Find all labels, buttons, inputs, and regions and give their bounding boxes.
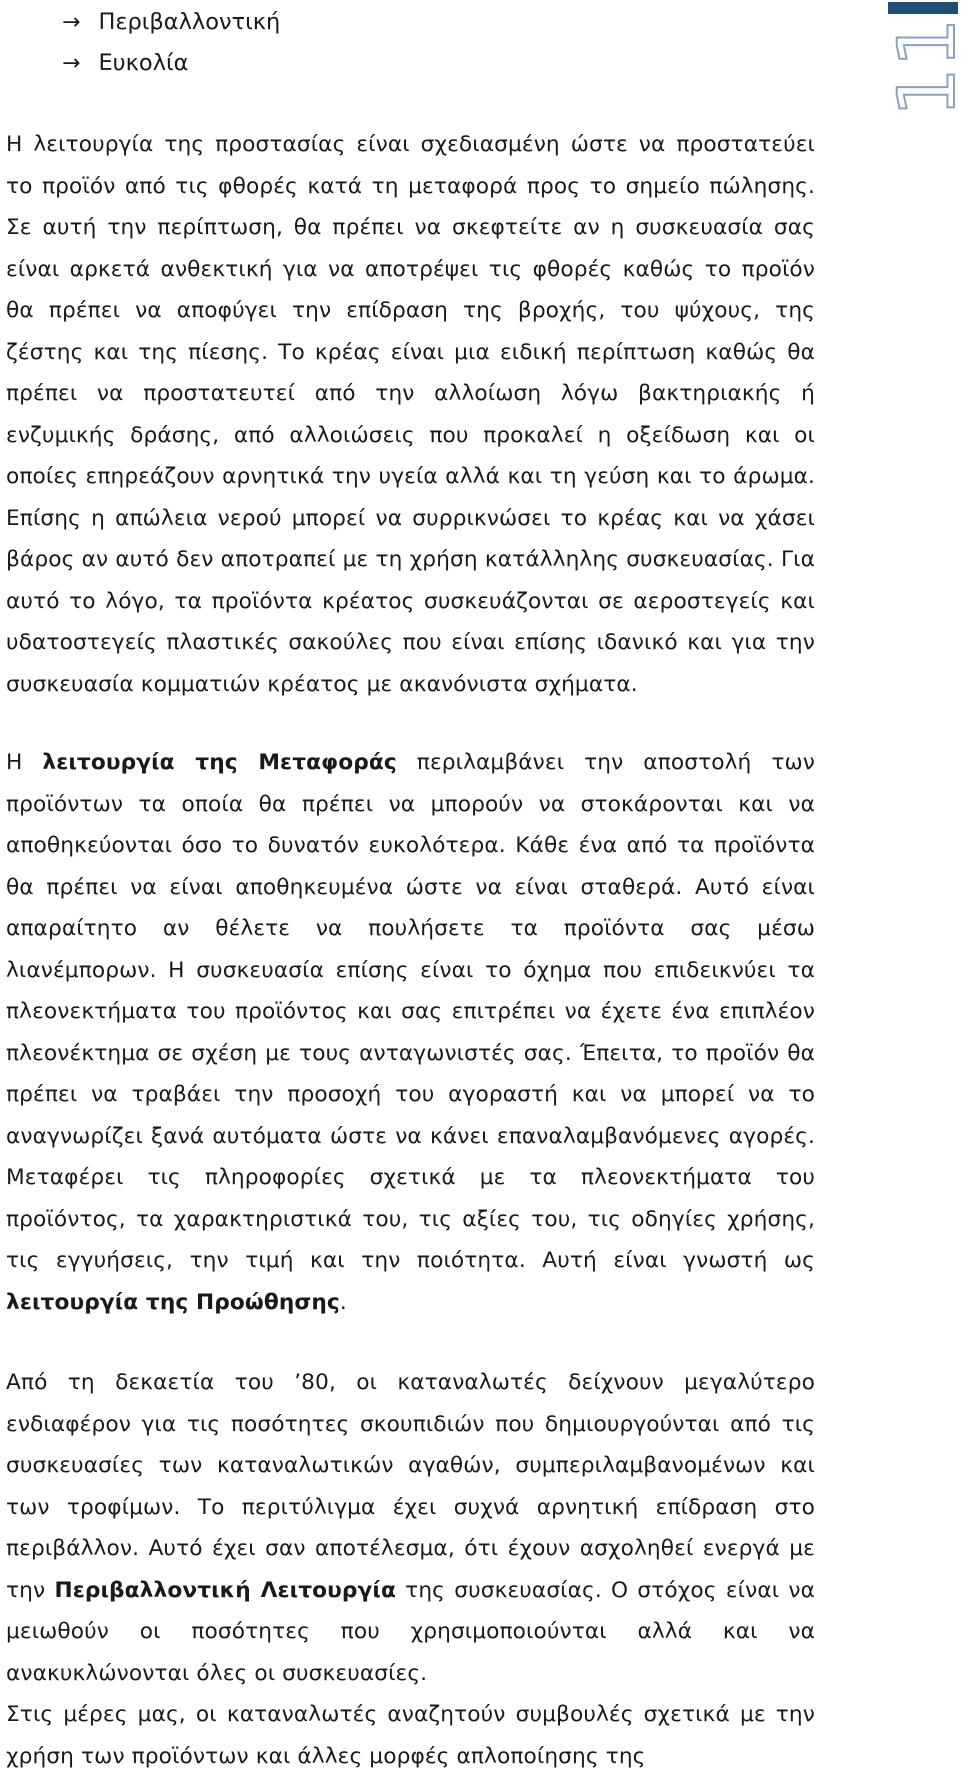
page-number-accent-bar (888, 2, 958, 14)
paragraph-consumer-advice: Στις μέρες μας, οι καταναλωτές αναζητούν συμβουλές σχετικά με την χρήση των προϊόντων και άλλες μορφές απλοποίησης της (6, 1702, 815, 1769)
bold-term-transport: λειτουργία της Μεταφοράς (42, 750, 397, 775)
text-run: Από τη δεκαετία του ’80, οι καταναλωτές δείχνουν μεγαλύτερο ενδιαφέρον για τις ποσότητες σκουπιδιών που δημιουργούνται από τις συσκευασίες των καταναλωτικών αγαθών, συμπεριλαμβανομένων και των τροφίμων. Το περιτύλιγμα έχει συχνά αρνητική επίδραση στο περιβάλλον. Αυτό έχει σαν αποτέλεσμα, ότι έχουν ασχοληθεί ενεργά με την (6, 1370, 815, 1603)
arrow-right-icon: → (62, 51, 81, 76)
paragraph-protection-function: Η λειτουργία της προστασίας είναι σχεδιασμένη ώστε να προστατεύει το προϊόν από τις φθορές κατά τη μεταφορά προς το σημείο πώλησης. Σε αυτή την περίπτωση, θα πρέπει να σκεφτείτε αν η συσκευασία σας είναι αρκετά ανθεκτική για να αποτρέψει τις φθορές καθώς το προϊόν θα πρέπει να αποφύγει την επίδραση της βροχής, του ψύχους, της ζέστης και της πίεσης. Το κρέας είναι μια ειδική περίπτωση καθώς θα πρέπει να προστατευτεί από την αλλοίωση λόγω βακτηριακής ή ενζυμικής δράσης, από αλλοιώσεις που προκαλεί η οξείδωση και οι οποίες επηρεάζουν αρνητικά την υγεία αλλά και τη γεύση και το άρωμα. Επίσης η απώλεια νερού μπορεί να συρρικνώσει το κρέας και να χάσει βάρος αν αυτό δεν αποτραπεί με τη χρήση κατάλληλης συσκευασίας. Για αυτό το λόγο, τα προϊόντα κρέατος συσκευάζονται σε αεροστεγείς και υδατοστεγείς πλαστικές σακούλες που είναι επίσης ιδανικό και για την συσκευασία κομματιών κρέατος με ακανόνιστα σχήματα. (6, 132, 815, 697)
paragraph-transport-function (6, 742, 815, 1323)
bold-term-promotion: λειτουργία της Προώθησης (6, 1289, 340, 1315)
text-run: . (339, 1289, 347, 1315)
page-number: 11 (883, 17, 973, 117)
text-run: της συσκευασίας. Ο στόχος είναι να μειωθούν οι ποσότητες που χρησιμοποιούνται αλλά και να ανακυκλώνονται όλες οι συσκευασίες. (6, 1577, 815, 1686)
bullet-list (62, 2, 280, 84)
bullet-label: Περιβαλλοντική (98, 9, 281, 35)
bold-term-environmental: Περιβαλλοντική Λειτουργία (54, 1577, 396, 1603)
text-run: Η (6, 750, 43, 775)
arrow-right-icon: → (62, 10, 81, 35)
list-item (62, 43, 280, 84)
list-item (62, 2, 280, 43)
bullet-label: Ευκολία (98, 50, 189, 76)
text-run: περιλαμβάνει την αποστολή των προϊόντων τα οποία θα πρέπει να μπορούν να στοκάρονται και να αποθηκεύονται όσο το δυνατόν ευκολότερα. Κάθε ένα από τα προϊόντα θα πρέπει να είναι αποθηκευμένα ώστε να είναι σταθερά. Αυτό είναι απαραίτητο αν θέλετε να πουλήσετε τα προϊόντα σας μέσω λιανέμπορων. Η συσκευασία επίσης είναι το όχημα που επιδεικνύει τα πλεονεκτήματα του προϊόντος και σας επιτρέπει να έχετε ένα επιπλέον πλεονέκτημα σε σχέση με τους ανταγωνιστές σας. Έπειτα, το προϊόν θα πρέπει να τραβάει την προσοχή του αγοραστή και να μπορεί να το αναγνωρίζει ξανά αυτόματα ώστε να κάνει επαναλαμβανόμενες αγορές. Μεταφέρει τις πληροφορίες σχετικά με τα πλεονεκτήματα του προϊόντος, τα χαρακτηριστικά του, τις αξίες του, τις οδηγίες χρήσης, τις εγγυήσεις, την τιμή και την ποιότητα. Αυτή είναι γνωστή ως (6, 750, 815, 1273)
paragraph-environmental-function (6, 1362, 815, 1694)
